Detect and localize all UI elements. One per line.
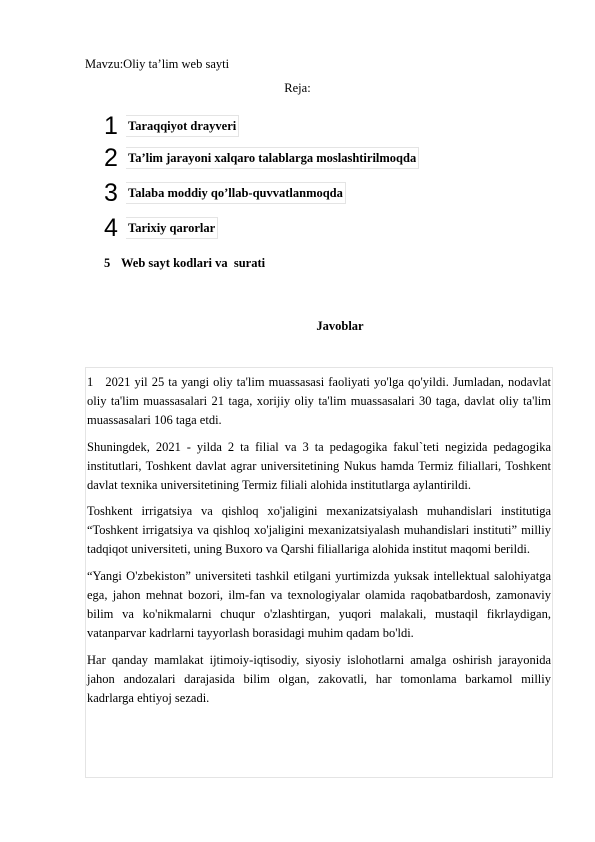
- plan-item-text: Web sayt kodlari va surati: [121, 256, 266, 270]
- plan-item-text: Tarixiy qarorlar: [126, 217, 218, 239]
- answer-paragraph: 1 2021 yil 25 ta yangi oliy ta'lim muassasasi faoliyati yo'lga qo'yildi. Jumladan, nodavlat oliy ta'lim muassasalari 21 taga, xorijiy oliy ta'lim muassasalari 30 taga, davlat oliy ta'lim muassasalari 106 taga etdi.: [87, 375, 555, 427]
- plan-item-text: Talaba moddiy qo’llab-quvvatlanmoqda: [126, 182, 346, 204]
- plan-item-number: 2: [104, 143, 118, 172]
- plan-item-number: 1: [104, 111, 118, 140]
- answer-paragraph: Toshkent irrigatsiya va qishloq xo'jaligini mexanizatsiyalash muhandislari institutiga “Toshkent irrigatsiya va qishloq xo'jaligini mexanizatsiyalash muhandislari instituti” milliy tadqiqot universiteti, uning Buxoro va Qarshi filiallariga alohida institut maqomi berildi.: [87, 504, 551, 557]
- plan-heading: Reja:: [284, 81, 311, 95]
- answer-paragraph: “Yangi O'zbekiston” universiteti tashkil etilgani yurtimizda yuksak intellektual salohiyatga ega, jahon mehnat bozori, ilm-fan va texnologiyalar olamida raqobatbardosh, zamonaviy bilim va ko'nikmalarni chuqur o'zlashtirgan, yuqori malakali, mustaqil fikrlaydigan, vatanparvar kadrlarni tayyorlash borasidagi muhim qadam bo'ldi.: [87, 569, 551, 640]
- plan-item-number: 4: [104, 213, 118, 242]
- plan-item-1: [104, 111, 239, 141]
- document-topic: Mavzu:Oliy ta’lim web sayti: [85, 57, 230, 71]
- plan-item-text: Taraqqiyot drayveri: [126, 115, 239, 137]
- plan-item-text: Ta’lim jarayoni xalqaro talablarga moslashtirilmoqda: [126, 147, 419, 169]
- plan-item-2: [104, 143, 419, 173]
- answer-paragraph: Shuningdek, 2021 - yilda 2 ta filial va 3 ta pedagogika fakul`teti negizida pedagogika institutlari, Toshkent davlat agrar universitetining Nukus hamda Termiz filiallari, Toshkent davlat texnika universitetining Termiz filiali alohida institutlarga aylantirildi.: [87, 439, 551, 492]
- plan-item-5: [104, 256, 265, 271]
- plan-item-number: 5: [104, 256, 111, 270]
- plan-item-4: [104, 213, 218, 243]
- answer-paragraph: Har qanday mamlakat ijtimoiy-iqtisodiy, siyosiy islohotlarni amalga oshirish jarayonida jahon andozalari darajasida bilim olgan, zakovatli, har tomonlama barkamol milliy kadrlarga ehtiyoj sezadi.: [87, 652, 551, 705]
- answers-heading: Javoblar: [316, 319, 364, 333]
- plan-item-number: 3: [104, 178, 118, 207]
- answers-box: [85, 367, 553, 778]
- plan-item-3: [104, 178, 346, 208]
